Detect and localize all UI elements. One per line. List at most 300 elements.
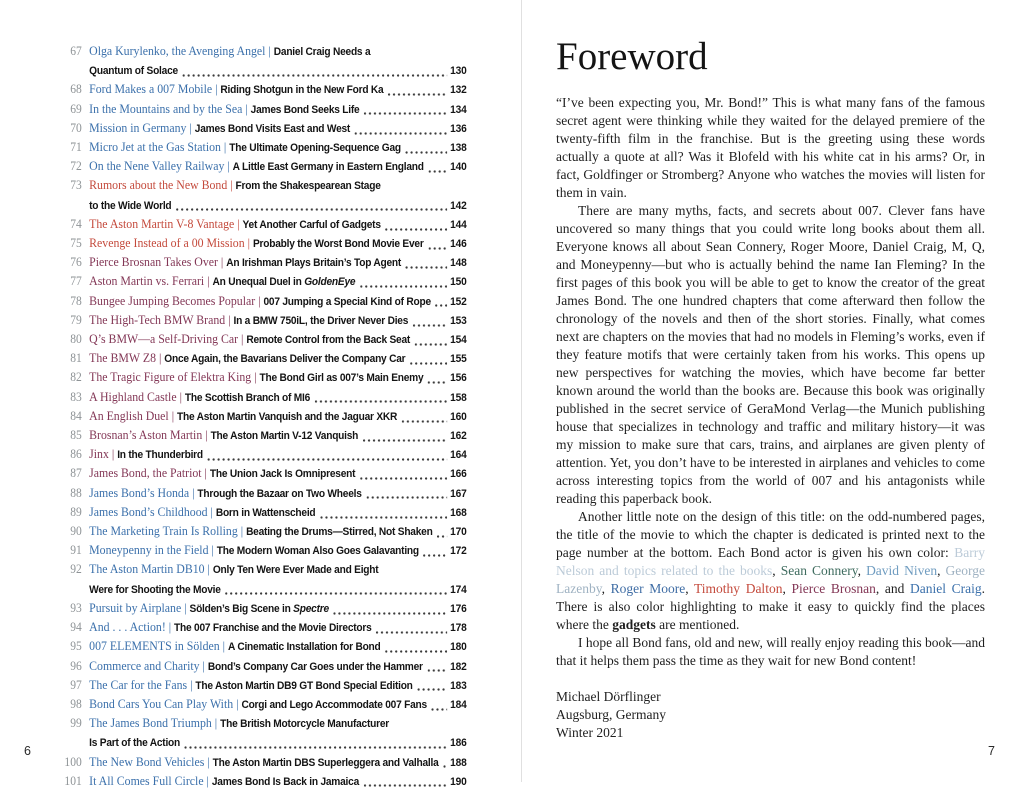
toc-entry-74 <box>54 215 467 234</box>
toc-entry-title: The Tragic Figure of Elektra King <box>89 370 252 385</box>
toc-entry-title: Aston Martin vs. Ferrari <box>89 274 205 289</box>
toc-entry-101 <box>54 772 467 791</box>
toc-entry-text <box>89 445 203 464</box>
toc-entry-separator: | <box>211 716 221 731</box>
toc-entry-text <box>89 714 389 733</box>
toc-entry-page: 155 <box>450 353 467 366</box>
toc-leader-dots <box>334 612 448 615</box>
toc-entry-title: James Bond’s Honda <box>89 485 190 500</box>
toc-entry-separator: | <box>108 447 118 462</box>
toc-entry-page: 183 <box>450 679 467 692</box>
toc-entry-title: A Highland Castle <box>89 389 177 404</box>
toc-entry-text <box>89 657 423 676</box>
page-gutter-divider <box>521 0 522 782</box>
toc-entry-separator: | <box>202 428 211 443</box>
toc-entry-number: 69 <box>70 101 82 116</box>
toc-entry-69 <box>54 100 467 119</box>
toc-entry-title: Pursuit by Airplane <box>89 600 182 615</box>
toc-entry-subtitle: James Bond Is Back in Jamaica <box>211 775 360 788</box>
toc-entry-subtitle: James Bond Visits East and West <box>194 122 351 135</box>
toc-entry-separator: | <box>238 332 247 347</box>
toc-entry-page: 130 <box>450 65 467 78</box>
toc-entry-text <box>89 503 315 522</box>
toc-leader-dots <box>320 516 447 519</box>
toc-entry-separator: | <box>187 677 196 692</box>
toc-entry-subtitle: Bond’s Company Car Goes under the Hammer <box>207 660 423 673</box>
toc-entry-separator: | <box>199 658 208 673</box>
toc-entry-title: The Aston Martin DB10 <box>89 562 205 577</box>
toc-entry-text <box>89 695 427 714</box>
toc-entry-separator: | <box>265 44 274 58</box>
toc-entry-number: 75 <box>70 236 82 251</box>
toc-leader-dots <box>424 554 448 557</box>
toc-entry-85 <box>54 426 467 445</box>
toc-entry-73 <box>54 176 467 195</box>
toc-entry-subtitle-continued: Is Part of the Action <box>89 737 181 750</box>
toc-entry-separator: | <box>203 773 212 788</box>
foreword-title: Foreword <box>556 35 708 78</box>
toc-entry-page: 188 <box>450 756 467 769</box>
toc-leader-dots <box>366 496 447 499</box>
text-segment: “I’ve been expecting you, Mr. Bond!” This is what many fans of the famous secret agent were thinking while they waited for the delayed premiere of the twenty-fifth film in the franchise. But is the greeting using these words actually a quote at all? Was it Blofeld with his white cat in his arms? Or, in fact, Goldfinger or Stromberg? Anyone who watches the movies will listen for them in vain. <box>556 94 985 200</box>
signature-line: Michael Dörflinger <box>556 688 661 704</box>
toc-entry-title: James Bond, the Patriot <box>89 466 202 481</box>
toc-entry-page: 174 <box>450 583 467 596</box>
actor-name-connery: Sean Connery <box>780 562 858 578</box>
toc-entry-number: 72 <box>70 159 82 174</box>
toc-entry-number: 83 <box>70 389 82 404</box>
toc-entry-page: 150 <box>450 276 467 289</box>
toc-entry-separator: | <box>204 274 213 289</box>
toc-entry-67-continued <box>54 61 467 80</box>
toc-entry-81 <box>54 349 467 368</box>
toc-entry-page: 176 <box>450 602 467 615</box>
toc-entry-separator: | <box>234 216 243 231</box>
toc-entry-separator: | <box>212 82 221 97</box>
toc-entry-title: The New Bond Vehicles <box>89 754 205 769</box>
toc-entry-separator: | <box>220 140 230 155</box>
toc-entry-page: 153 <box>450 314 467 327</box>
toc-leader-dots <box>185 746 448 749</box>
toc-leader-dots <box>355 132 448 135</box>
toc-entry-page: 168 <box>450 506 467 519</box>
toc-entry-number: 93 <box>70 600 82 615</box>
toc-entry-subtitle: Yet Another Carful of Gadgets <box>242 218 381 231</box>
toc-entry-subtitle: Riding Shotgun in the New Ford Ka <box>220 84 384 97</box>
actor-name-craig: Daniel Craig <box>910 580 982 596</box>
toc-entry-separator: | <box>225 312 234 327</box>
toc-entry-subtitle: Probably the Worst Bond Movie Ever <box>252 238 424 251</box>
toc-entry-84 <box>54 407 467 426</box>
toc-entry-subtitle: 007 Jumping a Special Kind of Rope <box>263 295 431 308</box>
toc-entry-text <box>89 368 423 387</box>
toc-entry-text <box>89 637 380 656</box>
toc-entry-page: 138 <box>450 142 467 155</box>
toc-entry-number: 94 <box>70 620 82 635</box>
toc-entry-number: 87 <box>70 466 82 481</box>
toc-entry-80 <box>54 330 467 349</box>
signature-line: Winter 2021 <box>556 724 624 740</box>
toc-entry-number: 90 <box>70 524 82 539</box>
toc-entry-page: 132 <box>450 84 467 97</box>
toc-entry-page: 142 <box>450 199 467 212</box>
toc-entry-78 <box>54 292 467 311</box>
toc-entry-88 <box>54 484 467 503</box>
actor-name-brosnan: Pierce Brosnan <box>791 580 876 596</box>
toc-entry-93 <box>54 599 467 618</box>
toc-entry-number: 81 <box>70 351 82 366</box>
toc-entry-title: The High-Tech BMW Brand <box>89 312 226 327</box>
toc-entry-text <box>89 464 355 483</box>
toc-entry-subtitle: The Aston Martin DBS Superleggera and Valhalla <box>212 756 439 769</box>
toc-leader-dots <box>432 708 448 711</box>
toc-entry-100 <box>54 753 467 772</box>
toc-entry-title: Commerce and Charity <box>89 658 200 673</box>
toc-entry-86 <box>54 445 467 464</box>
toc-leader-dots <box>208 458 448 461</box>
toc-leader-dots <box>443 765 447 768</box>
toc-entry-page: 160 <box>450 410 467 423</box>
toc-entry-subtitle: A Little East Germany in Eastern England <box>232 161 424 174</box>
toc-entry-text <box>89 215 381 234</box>
toc-entry-text <box>89 272 355 291</box>
toc-leader-dots <box>406 151 448 154</box>
toc-entry-title: Moneypenny in the Field <box>89 543 209 558</box>
toc-entry-text <box>89 541 419 560</box>
text-segment: Another little note on the design of this title: on the odd-numbered pages, the title of the movie to which the chapter is dedicated is printed next to the page number at the bottom. Each Bond actor is given his own color: <box>556 508 985 560</box>
toc-entry-subtitle: In the Thunderbird <box>117 449 203 462</box>
signature-line: Augsburg, Germany <box>556 706 666 722</box>
toc-entry-text <box>89 522 432 541</box>
toc-entry-number: 91 <box>70 543 82 558</box>
toc-entry-separator: | <box>227 178 236 193</box>
toc-entry-title: Mission in Germany <box>89 120 187 135</box>
toc-entry-number: 96 <box>70 658 82 673</box>
toc-entry-page: 170 <box>450 526 467 539</box>
toc-entry-subtitle: The Aston Martin DB9 GT Bond Special Edition <box>195 679 413 692</box>
toc-entry-title: James Bond’s Childhood <box>89 504 208 519</box>
toc-entry-number: 85 <box>70 428 82 443</box>
toc-entry-subtitle: The Aston Martin Vanquish and the Jaguar XKR <box>177 410 398 423</box>
toc-entry-subtitle: The Bond Girl as 007’s Main Enemy <box>259 372 424 385</box>
toc-entry-number: 89 <box>70 504 82 519</box>
toc-leader-dots <box>363 439 448 442</box>
toc-entry-number: 101 <box>64 773 82 788</box>
toc-entry-separator: | <box>204 562 213 577</box>
text-segment: , <box>782 580 792 596</box>
toc-leader-dots <box>364 784 448 787</box>
toc-entry-title: And . . . Action! <box>89 620 166 635</box>
toc-leader-dots <box>385 228 447 231</box>
toc-entry-subtitle: The Union Jack Is Omnipresent <box>209 468 356 481</box>
gadgets-highlight: gadgets <box>612 616 656 632</box>
toc-entry-page: 167 <box>450 487 467 500</box>
toc-entry-separator: | <box>219 639 228 654</box>
toc-entry-text <box>89 407 397 426</box>
toc-entry-number: 67 <box>70 44 82 58</box>
toc-entry-text <box>89 772 359 791</box>
toc-entry-page: 180 <box>450 641 467 654</box>
toc-entry-subtitle: Corgi and Lego Accommodate 007 Fans <box>241 698 427 711</box>
toc-entry-title: It All Comes Full Circle <box>89 773 204 788</box>
text-segment: . There is also color highlighting to make it easy to quickly find the places where the <box>556 580 985 632</box>
toc-entry-separator: | <box>204 754 213 769</box>
toc-leader-dots <box>406 266 448 269</box>
toc-leader-dots <box>428 170 447 173</box>
toc-entry-separator: | <box>217 255 227 270</box>
toc-entry-83 <box>54 388 467 407</box>
toc-entry-95 <box>54 637 467 656</box>
text-segment: , <box>685 580 695 596</box>
toc-entry-number: 70 <box>70 120 82 135</box>
toc-entry-title: Pierce Brosnan Takes Over <box>89 255 218 270</box>
toc-entry-99-continued <box>54 733 467 752</box>
toc-entry-title: 007 ELEMENTS in Sölden <box>89 639 220 654</box>
text-segment: , <box>857 562 867 578</box>
toc-entry-separator: | <box>176 389 185 404</box>
toc-entry-subtitle: The Scottish Branch of MI6 <box>184 391 311 404</box>
toc-entry-title: Jinx <box>89 447 109 462</box>
toc-entry-number: 82 <box>70 370 82 385</box>
toc-entry-70 <box>54 119 467 138</box>
toc-entry-number: 97 <box>70 677 82 692</box>
toc-entry-87 <box>54 464 467 483</box>
toc-entry-text <box>89 311 408 330</box>
toc-leader-dots <box>385 650 447 653</box>
toc-entry-page: 164 <box>450 449 467 462</box>
toc-entry-text <box>89 388 310 407</box>
actor-name-niven: David Niven <box>866 562 938 578</box>
toc-entry-separator: | <box>186 120 195 135</box>
toc-entry-title: Bungee Jumping Becomes Popular <box>89 293 256 308</box>
foreword-paragraph <box>556 202 985 508</box>
toc-entry-text <box>89 349 405 368</box>
toc-entry-title: The Marketing Train Is Rolling <box>89 524 238 539</box>
toc-entry-number: 76 <box>70 255 82 270</box>
toc-entry-subtitle: The 007 Franchise and the Movie Directors <box>174 622 372 635</box>
toc-leader-dots <box>315 400 448 403</box>
toc-entry-number: 88 <box>70 485 82 500</box>
toc-entry-text <box>89 100 359 119</box>
toc-entry-subtitle: An Irishman Plays Britain’s Top Agent <box>226 257 402 270</box>
toc-entry-92 <box>54 560 467 579</box>
toc-entry-text <box>89 560 378 579</box>
toc-entry-page: 148 <box>450 257 467 270</box>
toc-entry-98 <box>54 695 467 714</box>
toc-entry-subtitle: The Aston Martin V-12 Vanquish <box>210 430 359 443</box>
toc-entry-subtitle: Once Again, the Bavarians Deliver the Company Car <box>164 353 406 366</box>
toc-entry-89 <box>54 503 467 522</box>
toc-entry-71 <box>54 138 467 157</box>
toc-entry-68 <box>54 80 467 99</box>
toc-entry-text <box>89 157 424 176</box>
toc-entry-title: The Aston Martin V-8 Vantage <box>89 216 235 231</box>
toc-entry-subtitle: Remote Control from the Back Seat <box>246 334 411 347</box>
toc-entry-text <box>89 753 438 772</box>
toc-entry-separator: | <box>242 101 251 116</box>
toc-entry-separator: | <box>207 504 216 519</box>
toc-leader-dots <box>183 74 448 77</box>
toc-entry-subtitle: The British Motorcycle Manufacturer <box>220 718 389 731</box>
toc-entry-separator: | <box>244 236 253 251</box>
text-segment: , and <box>875 580 910 596</box>
toc-entry-separator: | <box>237 524 247 539</box>
toc-entry-subtitle: The Ultimate Opening-Sequence Gag <box>229 142 401 155</box>
toc-leader-dots <box>437 535 447 538</box>
foreword-body <box>556 94 985 670</box>
toc-entry-page: 190 <box>450 775 467 788</box>
toc-entry-text <box>89 196 171 215</box>
text-segment: are mentioned. <box>655 616 740 632</box>
toc-entry-90 <box>54 522 467 541</box>
toc-entry-separator: | <box>189 485 198 500</box>
toc-entry-separator: | <box>208 543 217 558</box>
toc-entry-subtitle: Born in Wattenscheid <box>215 506 316 519</box>
toc-entry-title: Revenge Instead of a 00 Mission <box>89 236 245 251</box>
toc-entry-text <box>89 484 362 503</box>
toc-entry-text <box>89 676 413 695</box>
toc-entry-96 <box>54 657 467 676</box>
foreword-paragraph <box>556 94 985 202</box>
text-segment: , <box>601 580 611 596</box>
toc-leader-dots <box>176 208 447 211</box>
toc-entry-page: 184 <box>450 698 467 711</box>
toc-entry-page: 166 <box>450 468 467 481</box>
toc-entry-page: 182 <box>450 660 467 673</box>
toc-entry-title: On the Nene Valley Railway <box>89 159 225 174</box>
toc-entry-subtitle: Sölden’s Big Scene in Spectre <box>189 602 329 615</box>
page-number-right: 7 <box>988 744 995 758</box>
toc-leader-dots <box>415 343 448 346</box>
toc-entry-text <box>89 138 401 157</box>
toc-entry-97 <box>54 676 467 695</box>
toc-entry-subtitle: In a BMW 750iL, the Driver Never Dies <box>233 314 409 327</box>
toc-leader-dots <box>427 669 447 672</box>
toc-entry-page: 144 <box>450 218 467 231</box>
toc-leader-dots <box>364 112 447 115</box>
toc-entry-page: 158 <box>450 391 467 404</box>
toc-entry-subtitle: Through the Bazaar on Two Wheels <box>197 487 362 500</box>
foreword-paragraph <box>556 508 985 634</box>
toc-entry-67 <box>54 42 467 61</box>
toc-entry-73-continued <box>54 196 467 215</box>
toc-entry-91 <box>54 541 467 560</box>
toc-entry-number: 99 <box>70 716 82 731</box>
toc-entry-text <box>89 733 180 752</box>
toc-entry-subtitle: From the Shakespearean Stage <box>235 180 381 193</box>
toc-leader-dots <box>388 93 447 96</box>
toc-entry-text <box>89 61 178 80</box>
toc-entry-number: 95 <box>70 639 82 654</box>
toc-entry-number: 73 <box>70 178 82 193</box>
toc-entry-title: Olga Kurylenko, the Avenging Angel <box>89 44 266 58</box>
toc-entry-76 <box>54 253 467 272</box>
page-number-left: 6 <box>24 744 31 758</box>
toc-entry-page: 134 <box>450 103 467 116</box>
toc-entry-title: Micro Jet at the Gas Station <box>89 140 221 155</box>
toc-entry-text <box>89 330 410 349</box>
toc-entry-text <box>89 426 358 445</box>
toc-entry-page: 140 <box>450 161 467 174</box>
actor-name-nelson: Barry Nelson and topics related to the books <box>556 544 985 578</box>
toc-entry-77 <box>54 272 467 291</box>
toc-entry-number: 79 <box>70 312 82 327</box>
actor-name-moore: Roger Moore <box>610 580 686 596</box>
toc-entry-page: 186 <box>450 737 467 750</box>
toc-entry-text <box>89 119 350 138</box>
toc-entry-number: 78 <box>70 293 82 308</box>
toc-entry-94 <box>54 618 467 637</box>
toc-entry-number: 100 <box>64 754 82 769</box>
toc-leader-dots <box>225 592 447 595</box>
toc-entry-82 <box>54 368 467 387</box>
toc-entry-number: 80 <box>70 332 82 347</box>
toc-entry-page: 178 <box>450 622 467 635</box>
toc-entry-page: 146 <box>450 238 467 251</box>
toc-entry-79 <box>54 311 467 330</box>
toc-entry-title: Bond Cars You Can Play With <box>89 696 234 711</box>
text-segment: There are many myths, facts, and secrets about 007. Clever fans have uncovered so many things that you could write long books about them all. Everyone knows all about Sean Connery, Roger Moore, Daniel Craig, M, Q, and Moneypenny—but who is actually behind the name Ian Fleming? In the first pages of this book you will be able to get to know the creator of the great James Bond. The one hundred chapters that come afterward then follow the chronology of the novels and then of the short stories. Finally, what comes next are chapters on the movies that had no models in Fleming’s works, even if they feature motifs that were certainly taken from his works. This opens up new perspectives for watching the movies, which have become far better known around the world than the books are. Because this book was originally published in the secret service of GeraMond Verlag—the Munich publishing house that specializes in technology and traffic and military history—it was my mission to make sure that cars, trains, and airplanes are given plenty of attention. Yet, you don’t have to be interested in airplanes and vehicles to come across interesting topics from the world of 007 and his antagonists while reading this paperback book. <box>556 202 985 506</box>
toc-entry-subtitle: Daniel Craig Needs a <box>273 46 371 58</box>
toc-entry-text <box>89 618 371 637</box>
toc-entry-separator: | <box>181 600 190 615</box>
toc-entry-99 <box>54 714 467 733</box>
toc-leader-dots <box>428 381 447 384</box>
toc-entry-title: The Car for the Fans <box>89 677 188 692</box>
toc-leader-dots <box>413 324 448 327</box>
toc-entry-subtitle-continued: Quantum of Solace <box>89 65 178 78</box>
toc-entry-page: 156 <box>450 372 467 385</box>
toc-entry-text <box>89 234 423 253</box>
toc-entry-title: In the Mountains and by the Sea <box>89 101 243 116</box>
toc-entry-title: Brosnan’s Aston Martin <box>89 428 203 443</box>
toc-entry-subtitle: James Bond Seeks Life <box>250 103 360 116</box>
toc-entry-page: 136 <box>450 122 467 135</box>
foreword-page <box>556 36 985 742</box>
toc-entry-number: 84 <box>70 408 82 423</box>
toc-entry-number: 98 <box>70 696 82 711</box>
toc-leader-dots <box>376 631 447 634</box>
text-segment: I hope all Bond fans, old and new, will really enjoy reading this book—and that it helps them pass the time as they wait for new Bond content! <box>556 634 985 668</box>
toc-entry-separator: | <box>251 370 260 385</box>
toc-entry-title: The James Bond Triumph <box>89 716 212 731</box>
toc-entry-subtitle: A Cinematic Installation for Bond <box>227 641 381 654</box>
text-segment: , <box>772 562 781 578</box>
toc-entry-92-continued <box>54 580 467 599</box>
toc-leader-dots <box>436 304 448 307</box>
toc-entry-separator: | <box>224 159 233 174</box>
toc-entry-page: 152 <box>450 295 467 308</box>
toc-entry-text <box>89 599 329 618</box>
toc-entry-separator: | <box>255 293 264 308</box>
toc-entry-number: 86 <box>70 447 82 462</box>
toc-entry-text <box>89 292 431 311</box>
toc-entry-subtitle-continued: Were for Shooting the Movie <box>89 583 221 596</box>
toc-entry-72 <box>54 157 467 176</box>
toc-entry-subtitle: Only Ten Were Ever Made and Eight <box>212 564 379 577</box>
toc-entry-separator: | <box>201 466 210 481</box>
toc-entry-page: 162 <box>450 430 467 443</box>
toc-leader-dots <box>410 362 447 365</box>
toc-entry-text <box>89 176 380 195</box>
toc-leader-dots <box>428 247 447 250</box>
toc-entry-subtitle-continued: to the Wide World <box>89 199 172 212</box>
toc-entry-title: Q’s BMW—a Self-Driving Car <box>89 332 239 347</box>
toc-entry-separator: | <box>233 696 242 711</box>
foreword-paragraph <box>556 634 985 670</box>
actor-name-lazenby: George Lazenby <box>556 562 986 596</box>
toc-entry-text <box>89 42 370 61</box>
